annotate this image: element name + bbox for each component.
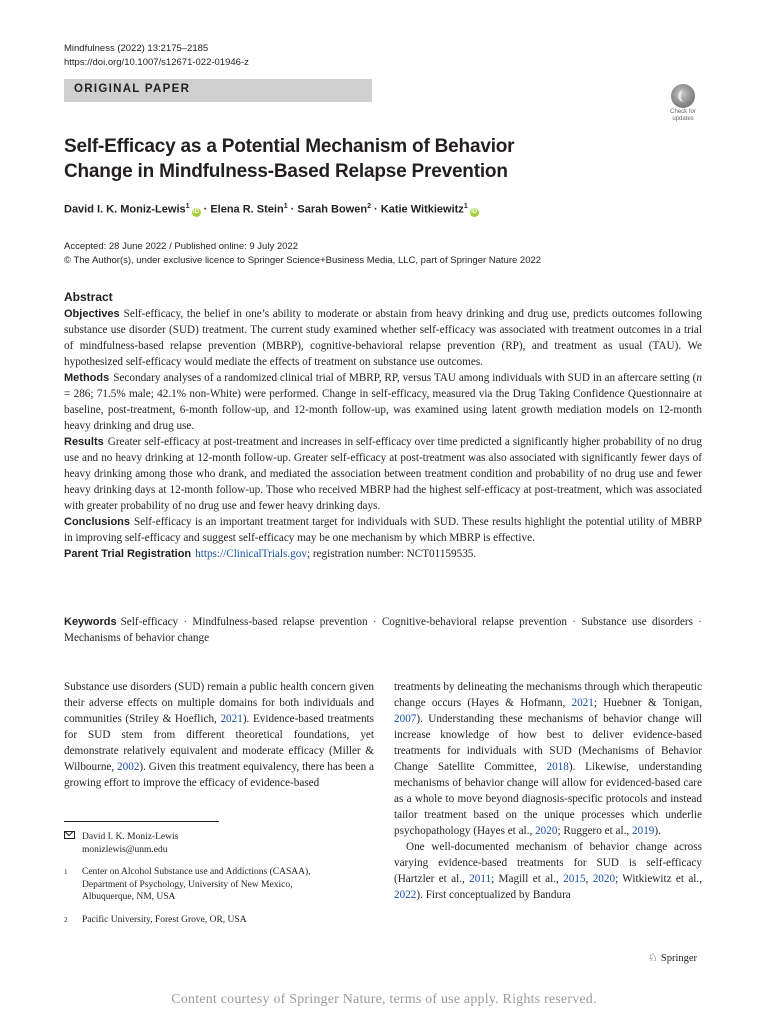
results-label: Results — [64, 436, 104, 448]
keywords — [64, 614, 702, 646]
citation-link[interactable]: 2021 — [571, 697, 594, 709]
citation-link[interactable]: 2019 — [632, 825, 655, 837]
contact-email[interactable]: monizlewis@unm.edu — [82, 844, 168, 855]
citation-link[interactable]: 2011 — [469, 873, 492, 885]
registration-number: ; registration number: NCT01159535. — [306, 548, 477, 560]
journal-citation — [64, 42, 249, 70]
affiliation-line: Pacific University, Forest Grove, OR, USA — [82, 914, 247, 925]
springer-horse-icon: ♘ — [648, 952, 658, 964]
body-text: ). — [654, 825, 661, 837]
article-type-label: ORIGINAL PAPER — [74, 83, 191, 95]
accepted-date: Accepted: 28 June 2022 — [64, 241, 167, 252]
body-paragraph — [394, 839, 702, 903]
affiliation-1 — [64, 866, 364, 904]
affiliation-2 — [64, 914, 364, 930]
published-date: Published online: 9 July 2022 — [174, 241, 298, 252]
check-updates-text — [665, 109, 701, 122]
citation-link[interactable]: 2002 — [117, 761, 140, 773]
author-list: David I. K. Moniz-Lewis$^1$iD · Elena R. Stein$^1$ · Sarah Bowen$^2$ · Katie Witkiewitz$^1$iD — [64, 203, 478, 216]
citation-link[interactable]: 2020 — [535, 825, 558, 837]
methods-n: n — [696, 372, 702, 384]
abstract-methods — [64, 370, 702, 434]
objectives-text: Self-efficacy, the belief in one’s ability to moderate or abstain from heavy drinking and drug use, predicts outcomes following substance use disorder (SUD) treatment. The current study examined whether self-efficacy was associated with treatment outcomes in a trial of mindfulness-based relapse prevention (MBRP), cognitive-behavioral relapse prevention (RP), and treatment as usual (TAU). We hypothesized self-efficacy would mediate the effects of treatment on substance use outcomes. — [64, 308, 702, 368]
body-text: ; Huebner & Tonigan, — [593, 697, 702, 709]
objectives-label: Objectives — [64, 308, 120, 320]
publisher-logo — [648, 951, 697, 964]
body-text: One well-documented mechanism of behavior change across varying evidence-based treatments for SUD is self-efficacy (Hartzler et al., — [394, 841, 702, 885]
keywords-text: Self-efficacy · Mindfulness-based relapse prevention · Cognitive-behavioral relapse prevention · Substance use disorders · Mechanisms of behavior change — [64, 616, 702, 644]
author-affiliation: 2 — [367, 203, 371, 210]
abstract-results — [64, 434, 702, 514]
check-updates-line-2: updates — [672, 115, 694, 122]
contact-name: David I. K. Moniz-Lewis — [82, 832, 179, 842]
citation-link[interactable]: 2018 — [546, 761, 569, 773]
conclusions-text: Self-efficacy is an important treatment target for individuals with SUD. These results highlight the potential utility of MBRP in improving self-efficacy and suggest self-efficacy may be one mechanism by which MBRP is effective. — [64, 516, 702, 544]
body-text: ; Ruggero et al., — [557, 825, 633, 837]
affiliation-line: Center on Alcohol Substance use and Addictions (CASAA), — [82, 867, 311, 877]
abstract-registration — [64, 546, 702, 562]
affiliation-number: 1 — [64, 868, 68, 876]
clinicaltrials-link[interactable]: https://ClinicalTrials.gov — [195, 548, 307, 560]
body-text: ). Evidence-based treatments for SUD stem from different theoretical foundations, yet demonstrate relatively equivalent and moderate efficacy (Miller & Wilbourne, — [64, 713, 374, 773]
author-name[interactable]: David I. K. Moniz-Lewis — [64, 203, 186, 216]
affiliation-line: Albuquerque, NM, USA — [82, 892, 176, 902]
results-text: Greater self-efficacy at post-treatment and increases in self-efficacy over time predicted a significantly higher probability of no drug use and no heavy drinking at 12-month follow-up. Greater self-efficacy at post-treatment was also associated with significantly fewer days of heavy drinking among those who drank, and mediated the association between treatment condition and probability of no drug use and fewer heavy drinking days at 12-month follow-up. Those who received MBRP had the highest self-efficacy at post-treatment, which was associated with greater probability of no drug use and fewer heavy drinking days. — [64, 436, 702, 512]
abstract-body — [64, 306, 702, 562]
author-affiliation: 1 — [283, 203, 288, 210]
author-affiliation: 1 — [463, 203, 468, 210]
body-column-right — [394, 679, 702, 903]
citation-link[interactable]: 2007 — [394, 713, 417, 725]
affiliation-line: Department of Psychology, University of New Mexico, — [82, 879, 293, 890]
orcid-icon[interactable]: iD — [471, 208, 478, 215]
copyright-line: © The Author(s), under exclusive licence to Springer Science+Business Media, LLC, part of Springer Nature 2022 — [64, 254, 542, 266]
body-text: ). Given this treatment equivalency, there has been a growing effort to improve the efficacy of evidence-based — [64, 761, 374, 789]
body-text: ). Likewise, understanding mechanisms of behavior change will allow for evidenced-based care as a whole to move beyond diagnosis-specific protocols and instead tailor treatment based on the unique processes which underlie psychopathology (Hayes et al., — [394, 761, 702, 837]
abstract-objectives — [64, 306, 702, 370]
publisher-name: Springer — [660, 953, 698, 964]
body-text: ; Magill et al., — [491, 873, 564, 885]
body-text: Substance use disorders (SUD) remain a public health concern given their adverse effects on multiple domains for both individuals and communities (Striley & Hoeflich, — [64, 681, 374, 725]
article-type-bar — [64, 79, 372, 102]
body-column-left — [64, 679, 374, 791]
check-for-updates-badge[interactable] — [665, 84, 701, 124]
article-title: Self-Efficacy as a Potential Mechanism of Behavior Change in Mindfulness-Based Relapse Prevention — [64, 136, 515, 182]
footnotes — [64, 831, 364, 939]
methods-label: Methods — [64, 372, 110, 384]
journal-volume: Mindfulness (2022) 13:2175–2185 — [64, 43, 209, 54]
conclusions-label: Conclusions — [64, 516, 131, 528]
citation-link[interactable]: 2020 — [592, 873, 616, 885]
body-text: ; Witkiewitz et al., — [615, 873, 702, 885]
corresponding-author — [64, 831, 364, 856]
check-updates-icon — [671, 84, 695, 108]
body-paragraph — [394, 679, 702, 839]
body-text: treatments by delineating the mechanisms through which therapeutic change occurs (Hayes & Hofmann, — [394, 681, 702, 709]
body-text: , — [585, 873, 593, 885]
author-affiliation: 1 — [185, 203, 190, 210]
registration-label: Parent Trial Registration — [64, 548, 192, 560]
methods-text-cont: = 286; 71.5% male; 42.1% non-White) were performed. Change in self-efficacy, measured via the Drug Taking Confidence Questionnaire at baseline, post-treatment, 6-month follow-up, and 12-month follow-up, was examined using latent growth mediation models on 12-month heavy drinking and drug use. — [64, 388, 702, 432]
keywords-label: Keywords — [64, 616, 117, 628]
affiliation-number: 2 — [64, 915, 68, 924]
abstract-heading: Abstract — [64, 290, 113, 304]
citation-link[interactable]: 2015 — [563, 873, 586, 885]
abstract-conclusions — [64, 514, 702, 546]
citation-link[interactable]: 2021 — [220, 713, 243, 725]
check-updates-line-1: Check for — [670, 109, 696, 115]
citation-link[interactable]: 2022 — [394, 889, 417, 901]
footnote-rule — [64, 821, 219, 822]
doi-link[interactable]: https://doi.org/10.1007/s12671-022-01946-z — [64, 57, 249, 68]
publication-dates: Accepted: 28 June 2022 / Published online: 9 July 2022 © The Author(s), under exclusive licence to Springer Science+Business Media, LLC, part of Springer Nature 2022 — [64, 241, 542, 266]
author-name[interactable]: Sarah Bowen — [297, 203, 368, 216]
courtesy-notice: Content courtesy of Springer Nature, terms of use apply. Rights reserved. — [171, 992, 597, 1007]
methods-text: Secondary analyses of a randomized clinical trial of MBRP, RP, versus TAU among individuals with SUD in an aftercare setting ( — [113, 372, 697, 384]
author-name[interactable]: Elena R. Stein — [210, 203, 284, 216]
author-name[interactable]: Katie Witkiewitz — [380, 203, 464, 216]
envelope-icon — [64, 831, 75, 839]
body-paragraph — [64, 679, 374, 791]
body-text: ). Understanding these mechanisms of behavior change will increase knowledge of how best to deliver evidence-based treatments for individuals with SUD (Mechanisms of Behavior Change Satellite Committee, — [394, 713, 702, 773]
orcid-icon[interactable]: iD — [193, 208, 200, 215]
body-text: ). First conceptualized by Bandura — [416, 889, 571, 901]
